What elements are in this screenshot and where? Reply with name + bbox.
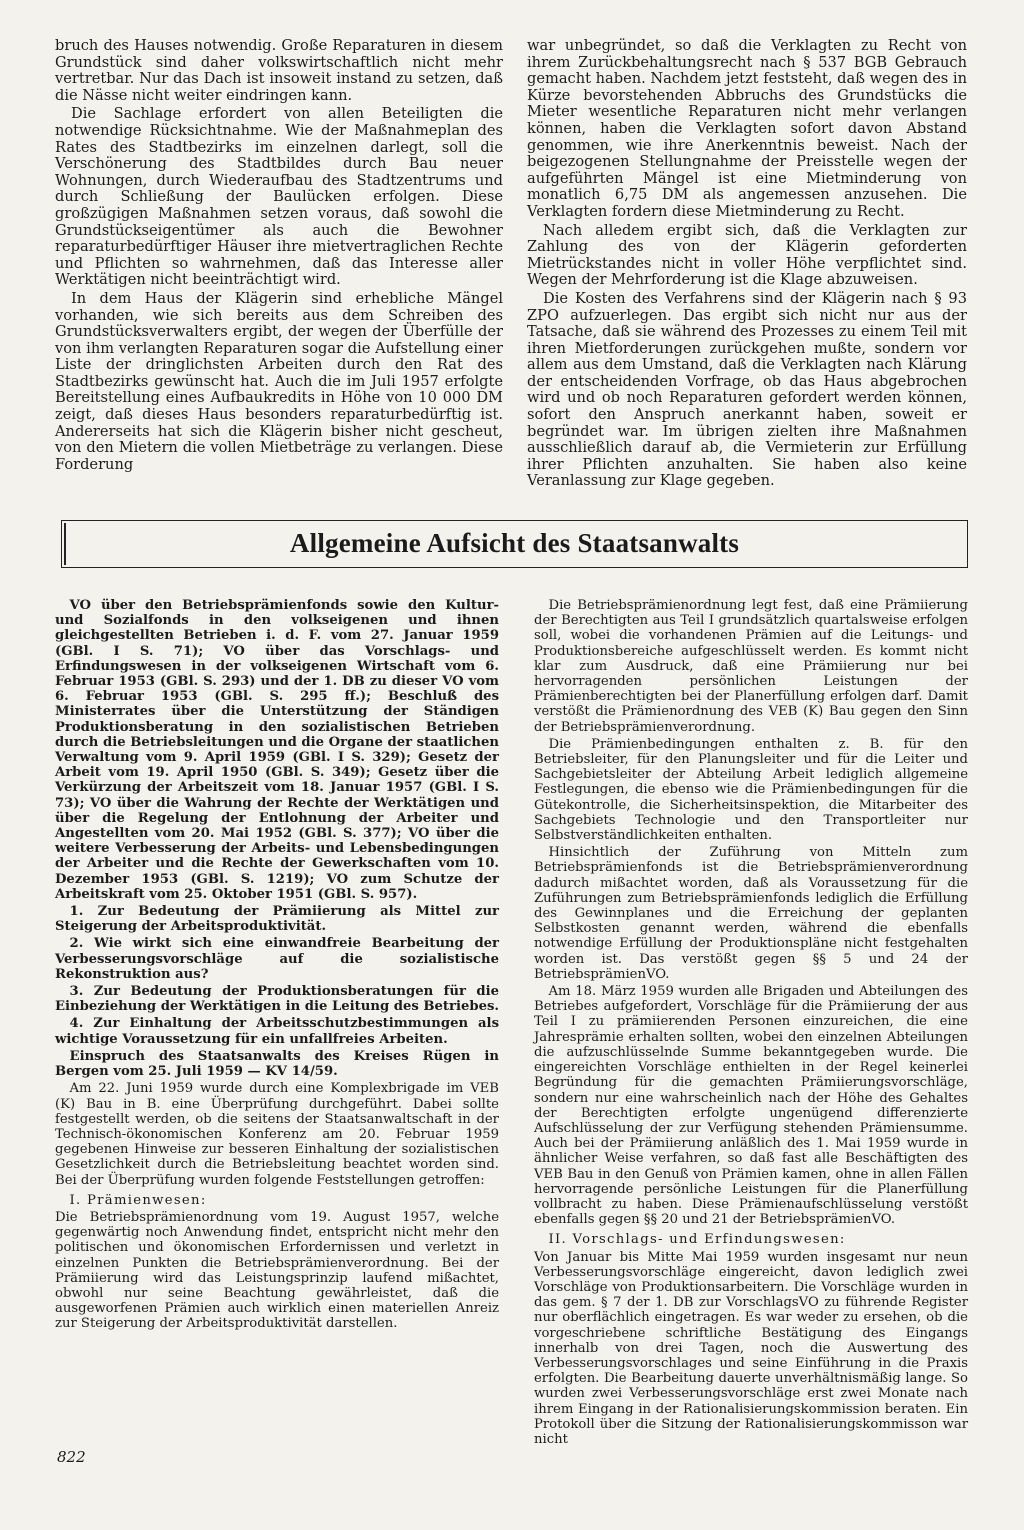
paragraph: war unbegründet, so daß die Verklagten zu Recht von ihrem Zurückbehaltungsrecht nach § 537 BGB Gebrauch gemacht haben. Nachdem jetzt feststeht, daß wegen des in Kürze bevorstehenden Abbruchs des Grundstücks die Mieter wesentliche Reparaturen nicht mehr verlangen können, haben die Verklagten sofort davon Abstand genommen, wie ihre Anerkenntnis beweist. Nach der beigezogenen Stellungnahme der Preisstelle wegen der aufgeführten Mängel ist eine Mietminderung von monatlich 6,75 DM als angemessen anzusehen. Die Verklagten fordern diese Mietminderung zu Recht. <box>527 37 967 220</box>
section-title: I. Prämienwesen: <box>69 1192 207 1208</box>
regulations-list: VO über den Betriebsprämienfonds sowie den Kultur- und Sozialfonds in den volkseigenen und ihnen gleichgestellten Betrieben i. d. F. vom 27. Januar 1959 (GBl. I S. 71); VO über das Vorschlags- und Erfindungswesen in der volkseigenen Wirtschaft vom 6. Februar 1953 (GBl. S. 293) und der 1. DB zu dieser VO vom 6. Februar 1953 (GBl. S. 295 ff.); Beschluß des Ministerrates über die Unterstützung der Ständigen Produktionsberatung in den sozialistischen Betrieben durch die Betriebsleitungen und die Organe der staatlichen Verwaltung vom 9. April 1959 (GBl. I S. 329); Gesetz der Arbeit vom 19. April 1950 (GBl. S. 349); Gesetz über die Verkürzung der Arbeitszeit vom 18. Januar 1957 (GBl. I S. 73); VO über die Wahrung der Rechte der Werktätigen und über die Regelung der Entlohnung der Arbeiter und Angestellten vom 20. Mai 1952 (GBl. S. 377); VO über die weitere Verbesserung der Arbeits- und Lebensbedingungen der Arbeiter und die Rechte der Gewerkschaften vom 10. Dezember 1953 (GBl. S. 1219); VO zum Schutze der Arbeitskraft vom 25. Oktober 1951 (GBl. S. 957). <box>55 598 499 902</box>
page-number: 822 <box>57 1448 86 1466</box>
paragraph: Nach alledem ergibt sich, daß die Verklagten zur Zahlung des von der Klägerin geforderten Mietrückstandes nicht in voller Höhe verpflichtet sind. Wegen der Mehrforderung ist die Klage abzuweisen. <box>527 221 967 289</box>
top-right-column <box>527 38 967 490</box>
paragraph: Von Januar bis Mitte Mai 1959 wurden insgesamt nur neun Verbesserungsvorschläge eingereicht, davon lediglich zwei Vorschläge von Produktionsarbeitern. Die Vorschläge wurden in das gem. § 7 der 1. DB zur VorschlagsVO zu führende Register nur oberflächlich eingetragen. Es war weder zu ersehen, ob die vorgeschriebene schriftliche Bestätigung des Eingangs innerhalb von drei Tagen, noch die Auswertung des Verbesserungsvorschlages und seine Einführung in die Praxis erfolgten. Die Bearbeitung dauerte unverhältnismäßig lange. So wurden zwei Verbesserungsvorschläge erst zwei Monate nach ihrem Eingang in der Rationalisierungskommission beraten. Ein Protokoll über die Sitzung der Rationalisierungskommisson war nicht <box>534 1249 968 1447</box>
bottom-left-column <box>55 598 499 1332</box>
paragraph: Am 18. März 1959 wurden alle Brigaden und Abteilungen des Betriebes aufgefordert, Vorschläge für die Prämiierung der aus Teil I zu prämiierenden Personen einzureichen, die eine Jahresprämie erhalten sollten, wobei den einzelnen Abteilungen die aufzuschlüsselnde Summe bekanntgegeben wurde. Die eingereichten Vorschläge enthielten in der Regel keinerlei Begründung für die gemachten Prämiierungsvorschläge, sondern nur eine wahrscheinlich nach der Höhe des Gehaltes der Berechtigten erfolgte ungenügend differenzierte Aufschlüsselung der zur Verfügung stehenden Prämiensumme. Auch bei der Prämiierung anläßlich des 1. Mai 1959 wurde in ähnlicher Weise verfahren, so daß fast alle Beschäftigten des VEB Bau in den Genuß von Prämien kamen, ohne in allen Fällen hervorragende persönliche Leistungen für die Planerfüllung vollbracht zu haben. Diese Prämienaufschlüsselung verstößt ebenfalls gegen §§ 20 und 21 der BetriebsprämienVO. <box>534 984 968 1228</box>
paragraph: Hinsichtlich der Zuführung von Mitteln zum Betriebsprämienfonds ist die Betriebsprämienverordnung dadurch mißachtet worden, daß als Voraussetzung für die Zuführungen zum Betriebsprämienfonds lediglich die Erfüllung des Gewinnplanes und die Erreichung der geplanten Selbstkosten genannt werden, während die ebenfalls notwendige Erfüllung der Produktionspläne nicht festgehalten worden ist. Das verstößt gegen §§ 5 und 24 der BetriebsprämienVO. <box>534 845 968 982</box>
top-left-column <box>55 38 503 473</box>
paragraph: Die Prämienbedingungen enthalten z. B. für den Betriebsleiter, für den Planungsleiter und für die Leiter und Sachgebietsleiter der Abteilung Arbeit lediglich allgemeine Festlegungen, die ebenso wie die Prämienbedingungen für die Gütekontrolle, die Sicherheitsinspektion, die Mitarbeiter des Sachgebiets Technologie und den Transportleiter nur Selbstverständlichkeiten enthalten. <box>534 736 968 844</box>
guiding-point: 3. Zur Bedeutung der Produktionsberatungen für die Einbeziehung der Werktätigen in die Leitung des Betriebes. <box>55 984 499 1015</box>
objection-reference: Einspruch des Staatsanwalts des Kreises Rügen in Bergen vom 25. Juli 1959 — KV 14/59. <box>55 1048 499 1080</box>
paragraph: Die Kosten des Verfahrens sind der Klägerin nach § 93 ZPO aufzuerlegen. Das ergibt sich nicht nur aus der Tatsache, daß sie während des Prozesses zu einem Teil mit ihren Mietforderungen zurückgehen mußte, sondern vor allem aus dem Umstand, daß die Verklagten nach Klärung der entscheidenden Vorfrage, ob das Haus abgebrochen wird und ob noch Reparaturen gefordert werden können, sofort den Anspruch anerkannt haben, soweit er begründet war. Im übrigen zielten ihre Maßnahmen ausschließlich darauf ab, die Vermieterin zur Erfüllung ihrer Pflichten anzuhalten. Sie haben also keine Veranlassung zur Klage gegeben. <box>527 289 967 490</box>
paragraph: Die Betriebsprämienordnung legt fest, daß eine Prämiierung der Berechtigten aus Teil I grundsätzlich quartalsweise erfolgen soll, wobei die vorhandenen Prämien auf die Leitungs- und Produktionsbereiche aufgeschlüsselt werden. Es kommt nicht klar zum Ausdruck, daß eine Prämiierung nur bei hervorragenden persönlichen Leistungen der Prämienberechtigten bei der Planerfüllung erfolgen darf. Damit verstößt die Prämienordnung des VEB (K) Bau gegen den Sinn der Betriebsprämienverordnung. <box>534 598 968 735</box>
guiding-point: 4. Zur Einhaltung der Arbeitsschutzbestimmungen als wichtige Voraussetzung für ein unfallfreies Arbeiten. <box>55 1016 499 1047</box>
section-heading: Allgemeine Aufsicht des Staatsanwalts <box>289 528 740 558</box>
section-heading-box <box>61 520 968 568</box>
paragraph: Am 22. Juni 1959 wurde durch eine Komplexbrigade im VEB (K) Bau in B. eine Überprüfung durchgeführt. Dabei sollte festgestellt werden, ob die seitens der Staatsanwaltschaft in der Technisch-ökonomischen Konferenz am 20. Februar 1959 gegebenen Hinweise zur besseren Einhaltung der sozialistischen Gesetzlichkeit durch die Betriebsleitung beachtet worden sind. Bei der Überprüfung wurden folgende Feststellungen getroffen: <box>55 1081 499 1188</box>
paragraph: Die Sachlage erfordert von allen Beteiligten die notwendige Rücksichtnahme. Wie der Maßnahmeplan des Rates des Stadtbezirks im einzelnen darlegt, soll die Verschönerung des Stadtbildes durch Bau neuer Wohnungen, durch Wiederaufbau des Stadtzentrums und durch Schließung der Baulücken erfolgen. Diese großzügigen Maßnahmen setzen voraus, daß sowohl die Grundstückseigentümer als auch die Bewohner reparaturbedürftiger Häuser ihre mietvertraglichen Rechte und Pflichten so wahrnehmen, daß das Interesse aller Werktätigen nicht beeinträchtigt wird. <box>55 105 503 289</box>
bottom-right-column <box>534 598 968 1447</box>
paragraph: bruch des Hauses notwendig. Große Reparaturen in diesem Grundstück sind daher volkswirtschaftlich nicht mehr vertretbar. Nur das Dach ist insoweit instand zu setzen, daß die Nässe nicht weiter eindringen kann. <box>55 37 503 104</box>
guiding-point: 1. Zur Bedeutung der Prämiierung als Mittel zur Steigerung der Arbeitsproduktivität. <box>55 904 499 935</box>
section-title: II. Vorschlags- und Erfindungswesen: <box>548 1232 846 1248</box>
guiding-point: 2. Wie wirkt sich eine einwandfreie Bearbeitung der Verbesserungsvorschläge auf die sozialistische Rekonstruktion aus? <box>55 936 499 982</box>
paragraph: In dem Haus der Klägerin sind erhebliche Mängel vorhanden, wie sich bereits aus dem Schreiben des Grundstücksverwalters ergibt, der wegen der Überfülle der von ihm verlangten Reparaturen sogar die Aufstellung einer Liste der dringlichsten Arbeiten durch den Rat des Stadtbezirks gewünscht hat. Auch die im Juli 1957 erfolgte Bereitstellung eines Aufbaukredits in Höhe von 10 000 DM zeigt, daß dieses Haus besonders reparaturbedürftig ist. Andererseits hat sich die Klägerin bisher nicht gescheut, von den Mietern die vollen Mietbeträge zu verlangen. Diese Forderung <box>55 289 503 473</box>
paragraph: Die Betriebsprämienordnung vom 19. August 1957, welche gegenwärtig noch Anwendung findet, entspricht nicht mehr den politischen und ökonomischen Erfordernissen und verletzt in einzelnen Punkten die Betriebsprämienverordnung. Bei der Prämiierung wird das Leistungsprinzip laufend mißachtet, obwohl nur seine Beachtung gewährleistet, daß die ausgeworfenen Prämien auch wirklich einen materiellen Anreiz zur Steigerung der Arbeitsproduktivität darstellen. <box>55 1209 499 1332</box>
